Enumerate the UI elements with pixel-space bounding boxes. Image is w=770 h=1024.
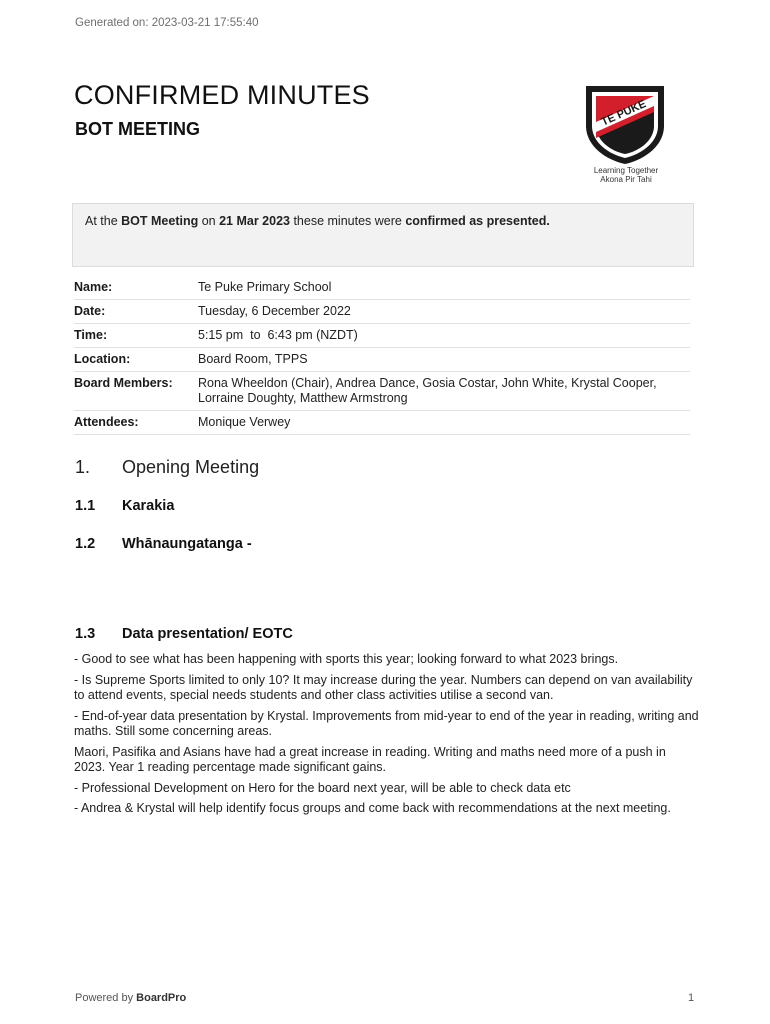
logo-text: TE PUKE (599, 98, 649, 129)
note-paragraph: - End-of-year data presentation by Krystal. Improvements from mid-year to end of the year in reading, writing and maths. Still some concerning areas. (74, 708, 699, 738)
confirmation-on: on (198, 214, 220, 228)
detail-label: Board Members: (74, 372, 198, 411)
section-title: Opening Meeting (122, 457, 260, 477)
detail-row-time (74, 324, 690, 348)
item-number: 1.3 (75, 626, 96, 642)
detail-label: Name: (74, 276, 198, 300)
note-paragraph: Maori, Pasifika and Asians have had a great increase in reading. Writing and maths need more of a push in 2023. Year 1 reading percentage made significant gains. (74, 744, 666, 774)
detail-value: Monique Verwey (198, 411, 690, 435)
item-heading-whanaungatanga (75, 536, 252, 552)
confirmation-meeting: BOT Meeting (121, 214, 199, 228)
item-title: Karakia (122, 498, 175, 514)
item-title: Data presentation/ EOTC (122, 626, 293, 642)
note-paragraph: - Professional Development on Hero for the board next year, will be able to check data etc (74, 780, 571, 795)
detail-value: Board Room, TPPS (198, 348, 690, 372)
school-crest-icon (582, 82, 668, 166)
note-paragraph: - Good to see what has been happening with sports this year; looking forward to what 2023 brings. (74, 652, 619, 666)
item-heading-data-presentation (75, 626, 293, 642)
document-subtitle: BOT MEETING (75, 119, 200, 139)
item-heading-karakia (75, 498, 174, 514)
section-number: 1. (75, 457, 91, 477)
motto-line-2: Akona Pir Tahi (600, 175, 652, 184)
confirmation-notice (72, 203, 694, 267)
detail-row-board-members (74, 372, 690, 411)
document-title: CONFIRMED MINUTES (74, 80, 370, 110)
detail-row-name (74, 276, 690, 300)
detail-label: Attendees: (74, 411, 198, 435)
motto-line-1: Learning Together (593, 166, 659, 175)
detail-value: Rona Wheeldon (Chair), Andrea Dance, Gosia Costar, John White, Krystal Cooper, Lorraine Doughty, Matthew Armstrong (198, 372, 690, 411)
item-title: Whānaungatanga - (122, 536, 252, 552)
note-paragraph: - Is Supreme Sports limited to only 10? It may increase during the year. Numbers can depend on van availability to attend events, special needs students and other class activities utilise a second van. (74, 672, 693, 702)
brand-name: BoardPro (136, 992, 187, 1004)
school-motto (576, 166, 676, 184)
detail-value: 5:15 pm to 6:43 pm (NZDT) (198, 324, 690, 348)
footer-powered-by (75, 992, 186, 1004)
page-number: 1 (688, 992, 695, 1004)
detail-label: Time: (74, 324, 198, 348)
item-number: 1.2 (75, 536, 96, 552)
item-number: 1.1 (75, 498, 96, 514)
minutes-notes (74, 652, 699, 822)
confirmation-status: confirmed as presented. (405, 214, 550, 228)
detail-label: Date: (74, 300, 198, 324)
confirmation-middle: these minutes were (289, 214, 406, 228)
detail-row-date (74, 300, 690, 324)
note-paragraph: - Andrea & Krystal will help identify focus groups and come back with recommendations at the next meeting. (74, 801, 671, 815)
confirmation-date: 21 Mar 2023 (219, 214, 290, 228)
generated-timestamp: Generated on: 2023-03-21 17:55:40 (75, 17, 259, 29)
detail-row-location (74, 348, 690, 372)
meeting-details-table (74, 276, 690, 435)
detail-value: Tuesday, 6 December 2022 (198, 300, 690, 324)
detail-value: Te Puke Primary School (198, 276, 690, 300)
powered-by-label: Powered by (75, 992, 137, 1004)
confirmation-prefix: At the (85, 214, 122, 228)
section-heading-opening-meeting (75, 457, 259, 478)
detail-row-attendees (74, 411, 690, 435)
detail-label: Location: (74, 348, 198, 372)
